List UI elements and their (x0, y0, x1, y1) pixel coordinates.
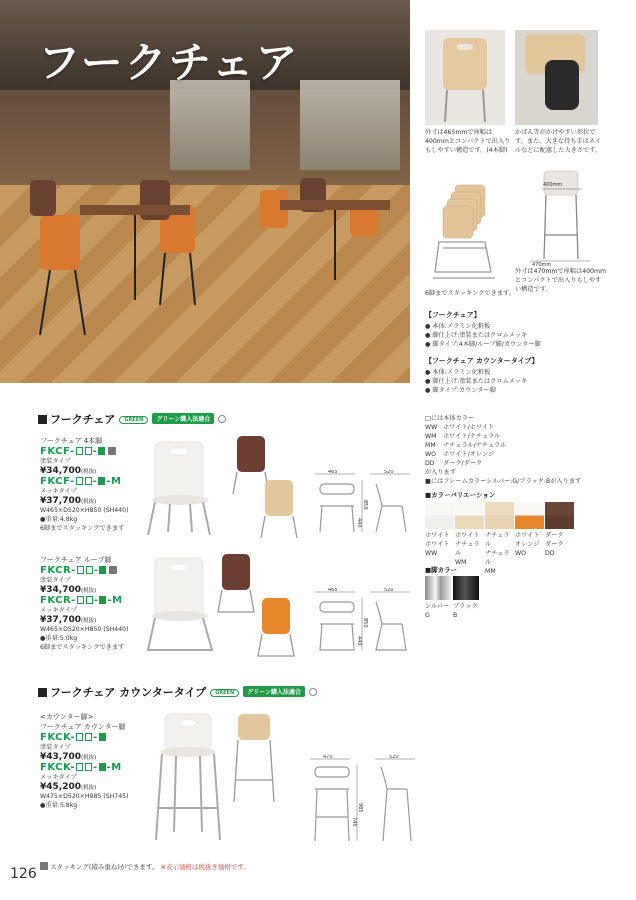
product-code-plated: FKCK- - -M (40, 762, 122, 773)
type-label: 塗装タイプ (40, 458, 71, 465)
type-label: メッキタイプ (40, 607, 77, 614)
fkcf-chairs-illustration (140, 432, 310, 542)
color-code-row: WW ホワイト/ホワイト (425, 424, 495, 431)
page-number: 126 (10, 866, 37, 882)
size-spec: W465×D520×H850 (SH440) (40, 507, 129, 514)
green-purchase-badge: グリーン購入法適合 (152, 413, 214, 424)
swatch-mm (485, 502, 514, 529)
type-label: メッキタイプ (40, 774, 77, 781)
leg-swatch-silver (425, 576, 451, 600)
leg-color-title: ■脚カラー (425, 566, 458, 574)
product-name: フークチェア カウンター脚 (40, 723, 126, 731)
swatch-label: ナチュラル ナチュラル MM (485, 532, 510, 575)
leg-swatch-black (453, 576, 479, 600)
dim-470mm: 470mm (532, 262, 552, 268)
caption-stacking: 6脚までスタッキングできます。 (425, 290, 515, 297)
spec-item: ● 脚仕上げ:塗装またはクロムメッキ (425, 332, 528, 339)
size-spec: W465×D520×H850 (SH440) (40, 626, 129, 633)
product-fkck (40, 712, 150, 810)
dim-label: 850 (362, 618, 368, 628)
color-code-legend: □には本体カラー WW ホワイト/ホワイト WM ホワイト/ナチュラル MM ナチュラル/ナチュラル WO ホワイト/オレンジ DD ダーク/ダーク が入ります ■にはフレームカラーシルバー:G/ブラック:Bが入ります (425, 414, 625, 486)
leg-label-black: ブラック B (453, 603, 478, 619)
dim-400mm: 400mm (543, 182, 563, 188)
stack-spec: 6脚までスタッキングできます (40, 644, 125, 651)
caption-top-left: 外寸は465mmで座幅は400mmとコンパクトで出入りもしやすい構造です。(4本脚) (425, 129, 511, 154)
green-purchase-badge: グリーン購入法適合 (243, 686, 305, 697)
chair-bag-photo (515, 30, 598, 125)
restaurant-chairs-illustration (0, 120, 410, 383)
product-fkcf (40, 436, 150, 533)
spec-item: ● 本体:メラミン化粧板 (425, 369, 491, 376)
stacking-icon (108, 447, 116, 455)
footer-note: スタッキング(積み重ね)ができます。 ※表示価格は税抜き価格です。 (40, 862, 250, 871)
dim-label: 520 (384, 588, 394, 593)
product-fkcr (40, 555, 150, 652)
product-code-plated: FKCF- - -M (40, 476, 122, 487)
dim-label: 470 (323, 755, 333, 760)
price-plated: ¥37,700(税抜) (40, 615, 97, 625)
fkcr-dimension-drawing (310, 588, 420, 654)
dim-label: 465 (328, 470, 338, 475)
fkck-chairs-illustration (140, 708, 290, 848)
fkcf-dimension-drawing (310, 470, 420, 536)
dim-label: 520 (384, 470, 394, 475)
caption-top-right: かばん等がかけやすい形状です。また、大きな持ち手はネイルなどに配慮した大きさです。 (515, 129, 602, 154)
swatch-wm (455, 502, 484, 529)
swatch-label: ホワイト ホワイト WW (425, 532, 450, 557)
dim-label: 850 (362, 500, 368, 510)
price-painted: ¥34,700(税抜) (40, 466, 97, 476)
size-spec: W475×D520×H985 (SH745) (40, 793, 129, 800)
stacked-chairs-photo (425, 180, 515, 285)
spec-title: 【フークチェア】 (425, 311, 481, 319)
dim-label: 440 (356, 518, 362, 528)
counter-chair-dimension-photo (512, 165, 604, 265)
spec-item: ● 脚タイプ:4本脚/ループ脚/カウンター脚 (425, 341, 541, 348)
dim-label: 745 (351, 817, 357, 827)
weight-spec: ●重量:4.8kg (40, 516, 78, 523)
product-name: フークチェア 4本脚 (40, 437, 103, 445)
dim-label: 465 (328, 588, 338, 593)
stacking-icon (40, 862, 48, 870)
spec-item: ● 本体:メラミン化粧板 (425, 323, 491, 330)
fkck-dimension-drawing (305, 755, 425, 845)
spec-item: ● 脚仕上げ:塗装またはクロムメッキ (425, 378, 528, 385)
color-code-heading: □には本体カラー (425, 415, 475, 422)
circle-icon (309, 688, 317, 696)
product-code-plated: FKCR- - -M (40, 595, 123, 606)
product-code-painted: FKCF- - (40, 446, 150, 457)
swatch-wo (515, 502, 544, 529)
fkcr-chairs-illustration (140, 550, 310, 660)
product-category: <カウンター脚> (40, 713, 94, 721)
dim-label: 520 (389, 755, 399, 760)
section-heading-counter: フークチェア カウンタータイプ GREEN グリーン購入法適合 (38, 684, 317, 700)
circle-icon (218, 415, 226, 423)
dim-label: 985 (357, 803, 363, 813)
leg-color-swatches (425, 576, 485, 600)
color-code-row: MM ナチュラル/ナチュラル (425, 442, 507, 449)
chair-back-photo (425, 30, 505, 125)
color-variation-title: ■カラーバリエーション (425, 491, 496, 499)
spec-item: ● 脚タイプ:カウンター脚 (425, 387, 496, 394)
price-plated: ¥37,700(税抜) (40, 496, 97, 506)
spec-title: 【フークチェア カウンタータイプ】 (425, 357, 539, 365)
page-title: フークチェア (38, 38, 300, 87)
swatch-label: ホワイト オレンジ WO (515, 532, 540, 557)
product-name: フークチェア ループ脚 (40, 556, 112, 564)
swatch-label: ホワイト ナチュラル WM (455, 532, 480, 566)
spec-block-counter (425, 356, 625, 395)
spec-block-standard (425, 310, 615, 349)
swatch-label: ダーク ダーク DD (545, 532, 564, 557)
stack-spec: 6脚までスタッキングできます (40, 525, 125, 532)
leg-label-silver: シルバー G (425, 603, 450, 619)
swatch-dd (545, 502, 574, 529)
color-swatches (425, 502, 585, 575)
price-painted: ¥34,700(税抜) (40, 585, 97, 595)
stacking-icon (109, 566, 117, 574)
product-code-painted: FKCK- - (40, 732, 150, 743)
type-label: 塗装タイプ (40, 577, 71, 584)
type-label: 塗装タイプ (40, 744, 71, 751)
color-code-row: WO ホワイト/オレンジ (425, 451, 495, 458)
weight-spec: ●重量:5.8kg (40, 802, 78, 809)
type-label: メッキタイプ (40, 488, 77, 495)
color-code-row: WM ホワイト/ナチュラル (425, 433, 501, 440)
weight-spec: ●重量:5.0kg (40, 635, 78, 642)
product-code-painted: FKCR- - (40, 565, 150, 576)
price-painted: ¥43,700(税抜) (40, 752, 97, 762)
price-plated: ¥45,200(税抜) (40, 782, 97, 792)
dim-label: 440 (356, 636, 362, 646)
swatch-ww (425, 502, 454, 529)
caption-width-470: 外寸は470mmで座幅は400mmとコンパクトで出入りもしやすい構造です。 (515, 268, 607, 293)
section-heading-fook-chair: フークチェア GREEN グリーン購入法適合 (38, 411, 226, 427)
color-code-row: DD ダーク/ダーク (425, 460, 483, 467)
